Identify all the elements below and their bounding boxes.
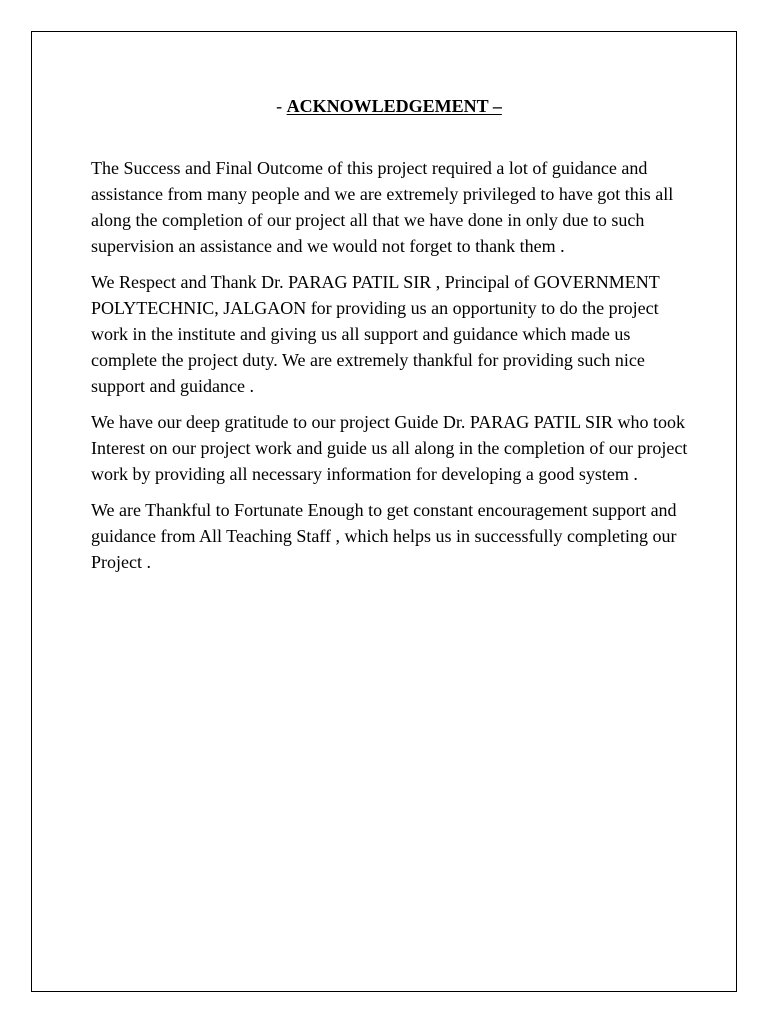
paragraph-1: The Success and Final Outcome of this project required a lot of guidance and assistance from many people and we are extremely privileged to have got this all along the completion of our project all that we have done in only due to such supervision an assistance and we would not forget to thank them . xyxy=(91,158,674,256)
paragraph-4: We are Thankful to Fortunate Enough to get constant encouragement support and guidance from All Teaching Staff , which helps us in successfully completing our Project . xyxy=(91,500,677,572)
acknowledgement-body xyxy=(91,155,691,585)
title-prefix: - xyxy=(276,96,287,116)
page-title xyxy=(0,94,768,118)
title-text: ACKNOWLEDGEMENT – xyxy=(286,96,502,116)
paragraph-2: We Respect and Thank Dr. PARAG PATIL SIR , Principal of GOVERNMENT POLYTECHNIC, JALGAON for providing us an opportunity to do the project work in the institute and giving us all support and guidance which made us complete the project duty. We are extremely thankful for providing such nice support and guidance . xyxy=(91,272,660,396)
paragraph-3: We have our deep gratitude to our project Guide Dr. PARAG PATIL SIR who took Interest on our project work and guide us all along in the completion of our project work by providing all necessary information for developing a good system . xyxy=(91,412,688,484)
